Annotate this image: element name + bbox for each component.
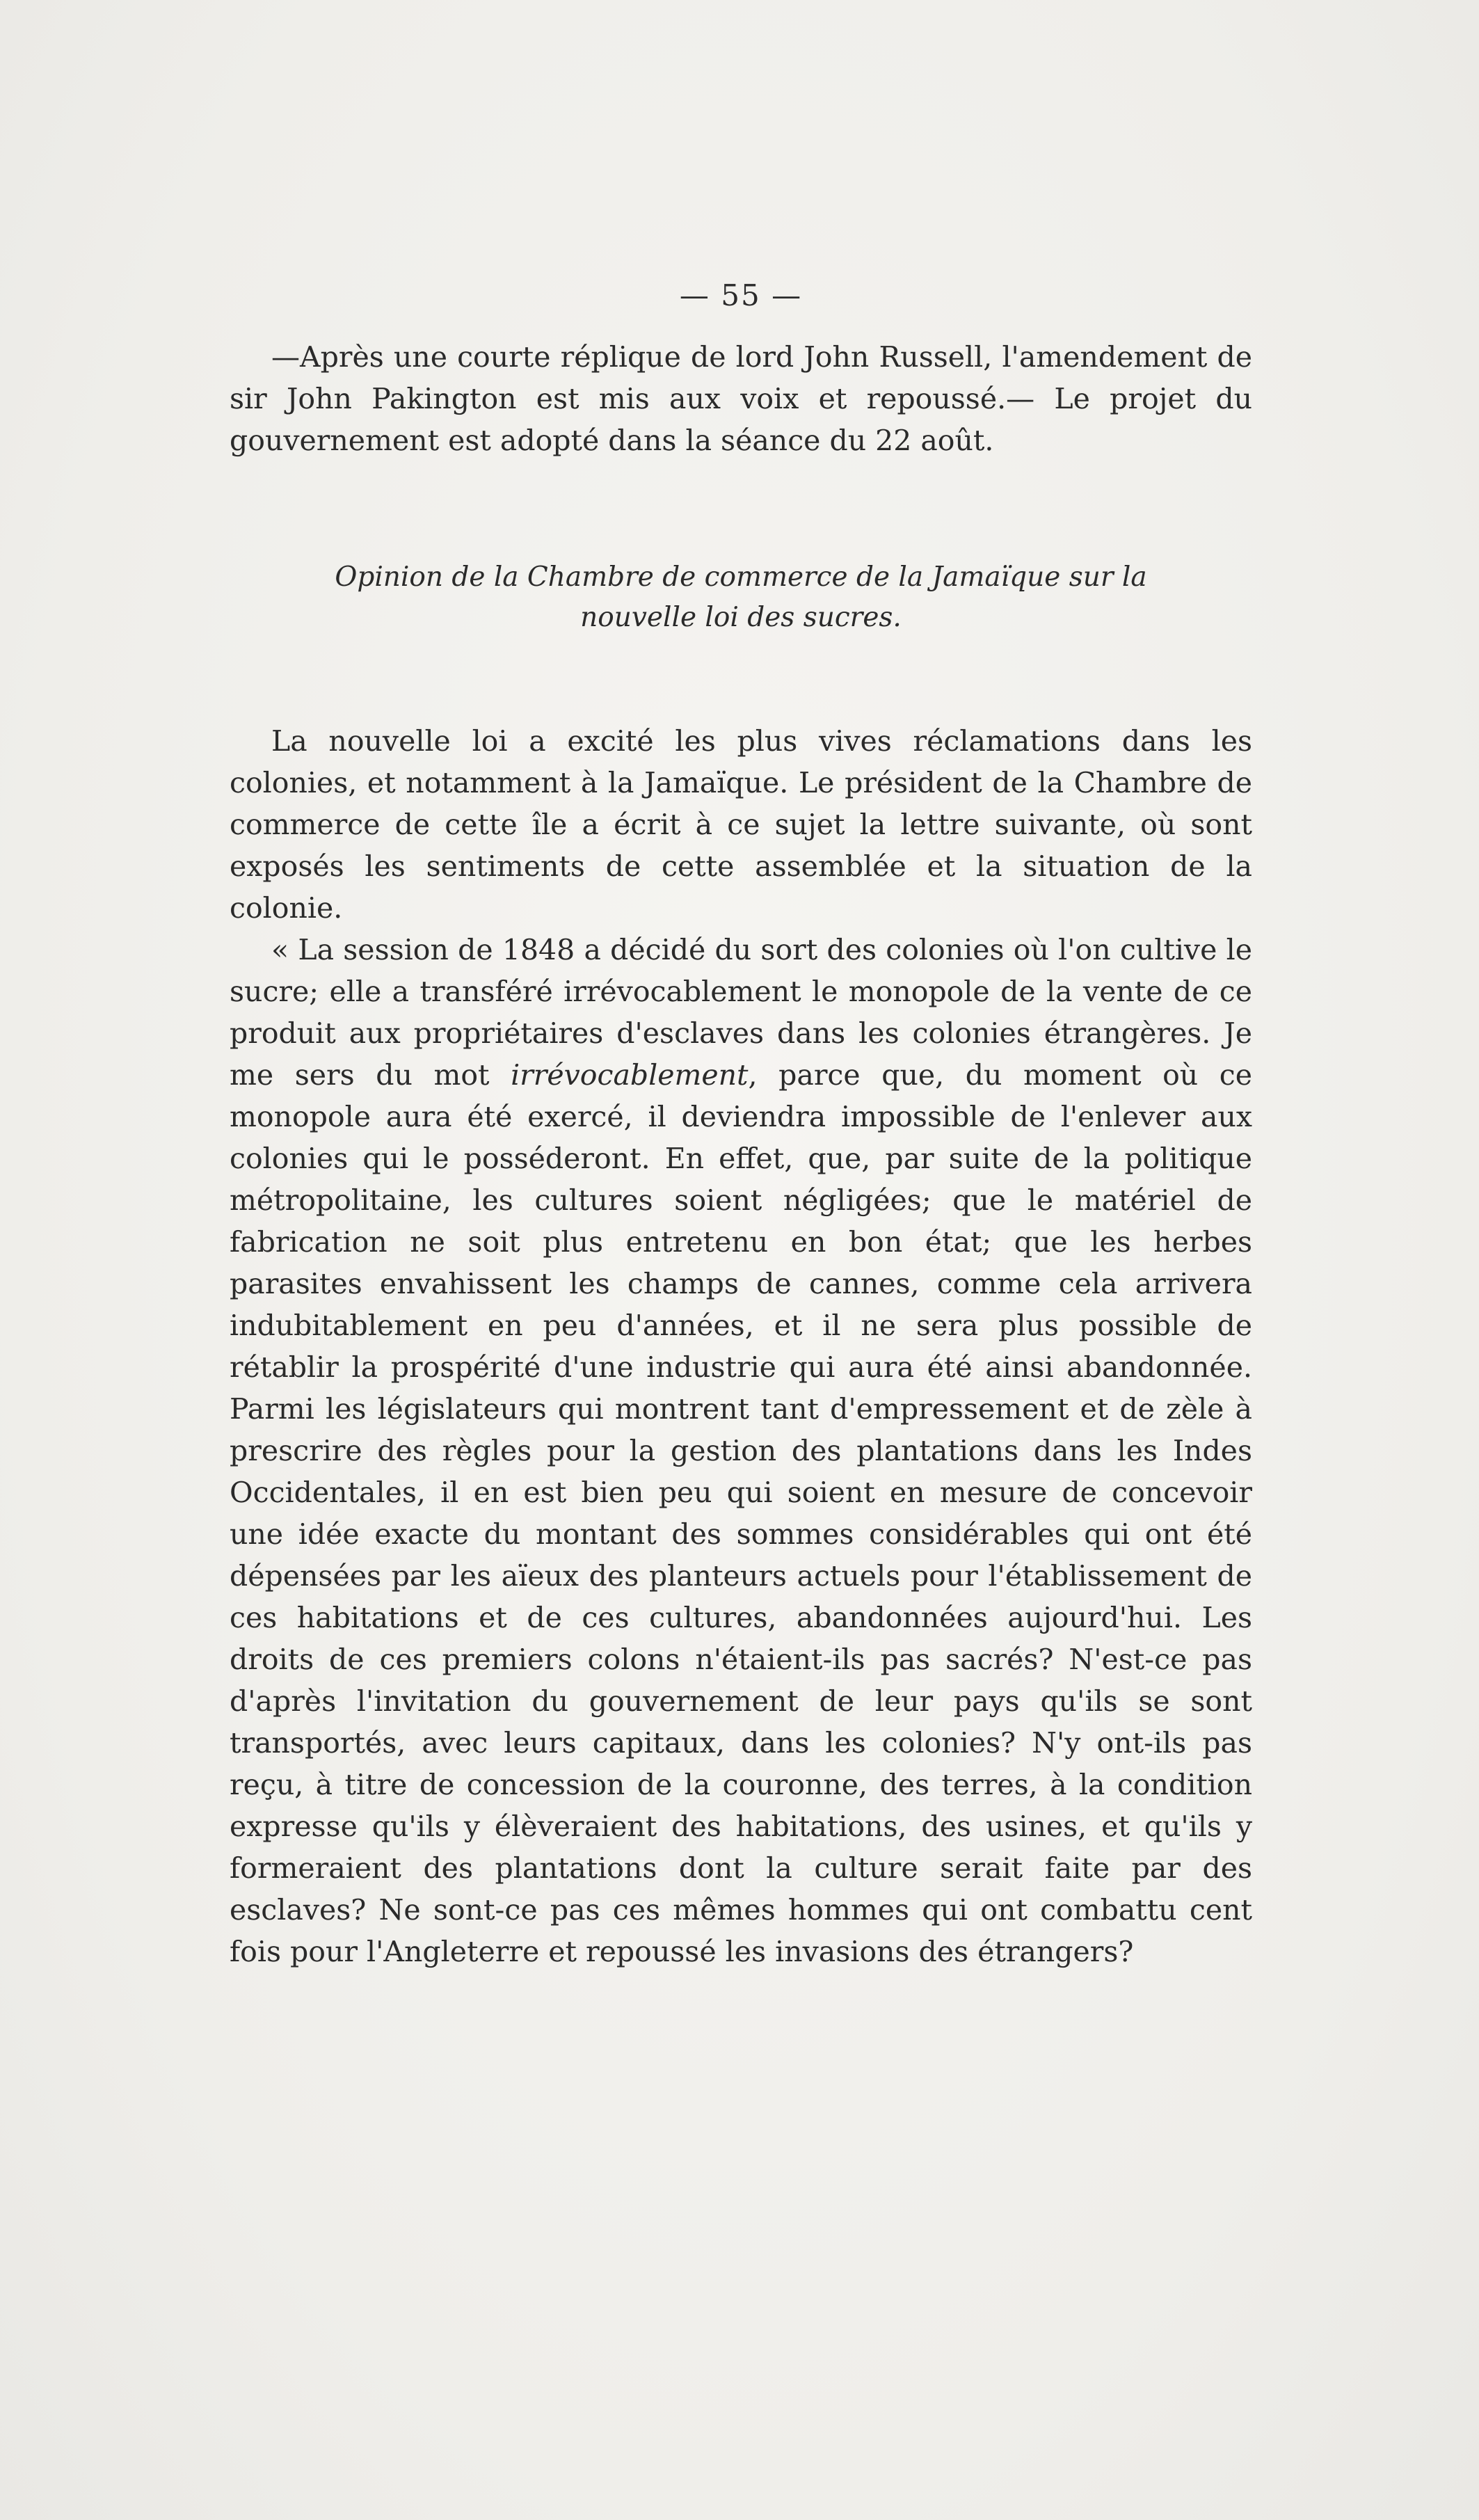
section-heading-line-2: nouvelle loi des sucres. [580,602,902,633]
paragraph-amendment: —Après une courte réplique de lord John Russell, l'amendement de sir John Pakington est mis aux voix et repoussé.— Le projet du gouvernement est adopté dans la séance du 22 août. [230,340,1252,457]
page-number: — 55 — [679,278,803,312]
section-heading [257,557,1224,638]
paragraph-letter-italic-word: irrévocablement [511,1058,749,1092]
paragraph-letter-part-2: , parce que, du moment où ce monopole aura été exercé, il deviendra impossible de l'enlever aux colonies qui le posséderont. En effet, que, par suite de la politique métropolitaine, les cultures soient négligées; que le matériel de fabrication ne soit plus entretenu en bon état; que les herbes parasites envahissent les champs de cannes, comme cela arrivera indubitablement en peu d'années, et il ne sera plus possible de rétablir la prospérité d'une industrie qui aura été ainsi abandonnée. Parmi les législateurs qui montrent tant d'empressement et de zèle à prescrire des règles pour la gestion des plantations dans les Indes Occidentales, il en est bien peu qui soient en mesure de concevoir une idée exacte du montant des sommes considérables qui ont été dépensées par les aïeux des planteurs actuels pour l'établissement de ces habitations et de ces cultures, abandonnées aujourd'hui. Les droits de ces premiers colons n'étaient-ils pas sacrés? N'est-ce pas d'après l'invitation du gouvernement de leur pays qu'ils se sont transportés, avec leurs capitaux, dans les colonies? N'y ont-ils pas reçu, à titre de concession de la couronne, des terres, à la condition expresse qu'ils y élèveraient des habitations, des usines, et qu'ils y formeraient des plantations dont la culture serait faite par des esclaves? Ne sont-ce pas ces mêmes hommes qui ont combattu cent fois pour l'Angleterre et repoussé les invasions des étrangers? [230,1058,1253,1968]
paragraph-letter-part-1: « La session de 1848 a décidé du sort des colonies où l'on cultive le sucre; elle a transféré irrévocablement le monopole de la vente de ce produit aux propriétaires d'esclaves dans les colonies étrangères. Je me sers du mot [230,933,1252,1092]
paragraph-intro: La nouvelle loi a excité les plus vives réclamations dans les colonies, et notamment à la Jamaïque. Le président de la Chambre de commerce de cette île a écrit à ce sujet la lettre suivante, où sont exposés les sentiments de cette assemblée et la situation de la colonie. [230,724,1252,925]
section-heading-line-1: Opinion de la Chambre de commerce de la Jamaïque sur la [335,561,1147,593]
paragraph-letter [230,929,1252,1972]
text-column [230,275,1252,1972]
